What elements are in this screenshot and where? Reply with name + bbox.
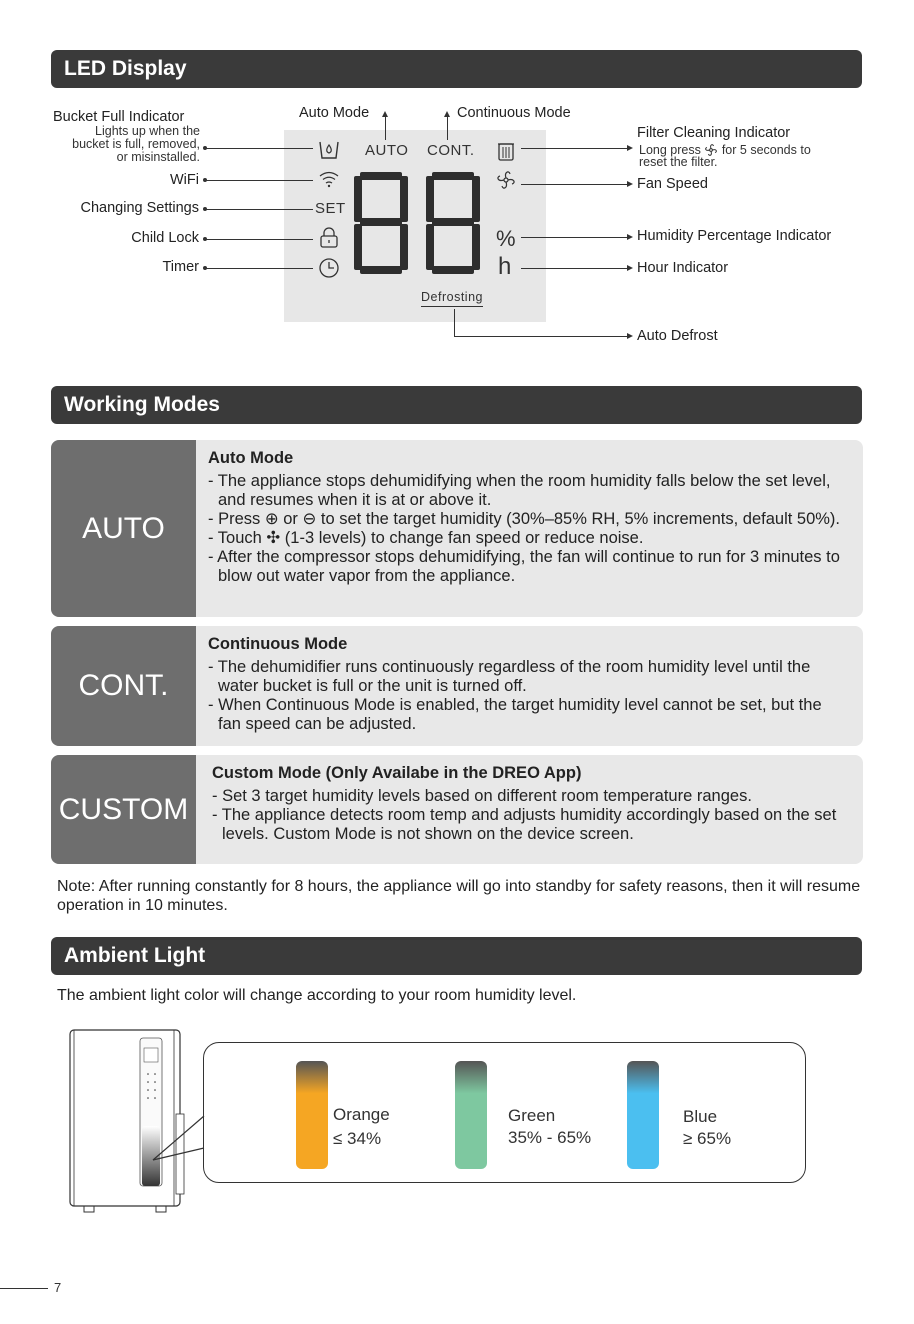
section-header-ambient-light: [51, 937, 862, 975]
orange-range: ≤ 34%: [333, 1129, 382, 1148]
mode-line: - Touch ✣ (1-3 levels) to change fan speed or reduce noise.: [208, 529, 644, 547]
auto-mode-label: Auto Mode: [299, 105, 370, 121]
hour-indicator-label: Hour Indicator: [637, 260, 729, 276]
changing-settings-label: Changing Settings: [80, 200, 199, 216]
green-label: Green: [508, 1106, 556, 1125]
blue-range: ≥ 65%: [683, 1129, 732, 1148]
footer-rule: [0, 1288, 48, 1289]
mode-line: - Press ⊕ or ⊖ to set the target humidity (30%–85% RH, 5% increments, default 50%).: [208, 510, 841, 528]
section-header-working-modes: [51, 386, 862, 424]
set-indicator: SET: [315, 200, 346, 217]
child-lock-icon: [319, 227, 339, 249]
mode-line: - The appliance detects room temp and adjusts humidity accordingly based on the set levels. Custom Mode is not shown on the device screen.: [212, 806, 837, 843]
mode-tag: AUTO: [51, 440, 196, 617]
section-header-led-display: [51, 50, 862, 88]
child-lock-label: Child Lock: [131, 230, 199, 246]
ambient-intro: The ambient light color will change according to your room humidity level.: [57, 987, 577, 1004]
timer-label: Timer: [162, 259, 199, 275]
percent-indicator: %: [496, 226, 517, 251]
mode-title: Continuous Mode: [208, 635, 348, 653]
section-title: Working Modes: [64, 393, 220, 416]
mode-line: - The dehumidifier runs continuously regardless of the room humidity level until the water bucket is full or the unit is turned off.: [208, 658, 811, 695]
mode-card-continuous: [51, 626, 863, 746]
filter-icon: [497, 140, 515, 162]
mode-line: - After the compressor stops dehumidifying, the fan will continue to run for 3 minutes to blow out water vapor from the appliance.: [208, 548, 840, 585]
green-range: 35% - 65%: [508, 1128, 592, 1147]
fan-icon: [495, 169, 517, 191]
defrosting-indicator: Defrosting: [421, 290, 483, 307]
bucket-full-icon: [318, 138, 340, 160]
mode-title: Custom Mode (Only Availabe in the DREO App): [212, 764, 582, 782]
auto-defrost-label: Auto Defrost: [637, 328, 718, 344]
mode-line: - Set 3 target humidity levels based on different room temperature ranges.: [212, 787, 752, 805]
filter-desc-line-2: reset the filter.: [639, 155, 718, 169]
page-number: 7: [54, 1280, 62, 1295]
orange-light-swatch: [296, 1061, 328, 1169]
callout-pointer: [150, 1110, 210, 1170]
mode-line: - The appliance stops dehumidifying when the room humidity falls below the set level, and resumes when it is at or above it.: [208, 472, 831, 509]
bucket-full-desc-1: Lights up when the: [95, 124, 200, 138]
seven-segment-display: [352, 170, 492, 278]
filter-desc-line-1: Long press for 5 seconds to: [639, 143, 811, 157]
wifi-icon: [318, 170, 340, 188]
mode-card-custom: [51, 755, 863, 864]
timer-icon: [318, 257, 340, 279]
wifi-label: WiFi: [170, 172, 199, 188]
continuous-mode-label: Continuous Mode: [457, 105, 571, 121]
continuous-mode-indicator: CONT.: [427, 142, 475, 159]
mode-line: - When Continuous Mode is enabled, the target humidity level cannot be set, but the fan speed can be adjusted.: [208, 696, 822, 733]
mode-tag: CUSTOM: [51, 755, 196, 864]
hour-indicator: h: [498, 253, 512, 280]
orange-label: Orange: [333, 1105, 390, 1124]
filter-cleaning-label: Filter Cleaning Indicator: [637, 125, 791, 141]
bucket-full-desc-3: or misinstalled.: [116, 150, 200, 164]
bucket-full-desc-2: bucket is full, removed,: [72, 137, 200, 151]
bucket-full-label: Bucket Full Indicator: [53, 109, 185, 125]
auto-mode-indicator: AUTO: [365, 142, 409, 159]
mode-card-auto: [51, 440, 863, 617]
green-light-swatch: [455, 1061, 487, 1169]
mode-tag: CONT.: [51, 626, 196, 746]
blue-light-swatch: [627, 1061, 659, 1169]
blue-label: Blue: [683, 1107, 718, 1126]
mode-title: Auto Mode: [208, 449, 294, 467]
section-title: Ambient Light: [64, 944, 206, 967]
humidity-percentage-label: Humidity Percentage Indicator: [637, 228, 832, 244]
section-title: LED Display: [64, 57, 187, 80]
fan-speed-label: Fan Speed: [637, 176, 708, 192]
safety-note: Note: After running constantly for 8 hours, the appliance will go into standby for safety reasons, then it will resume operation in 10 minutes.: [57, 878, 861, 914]
